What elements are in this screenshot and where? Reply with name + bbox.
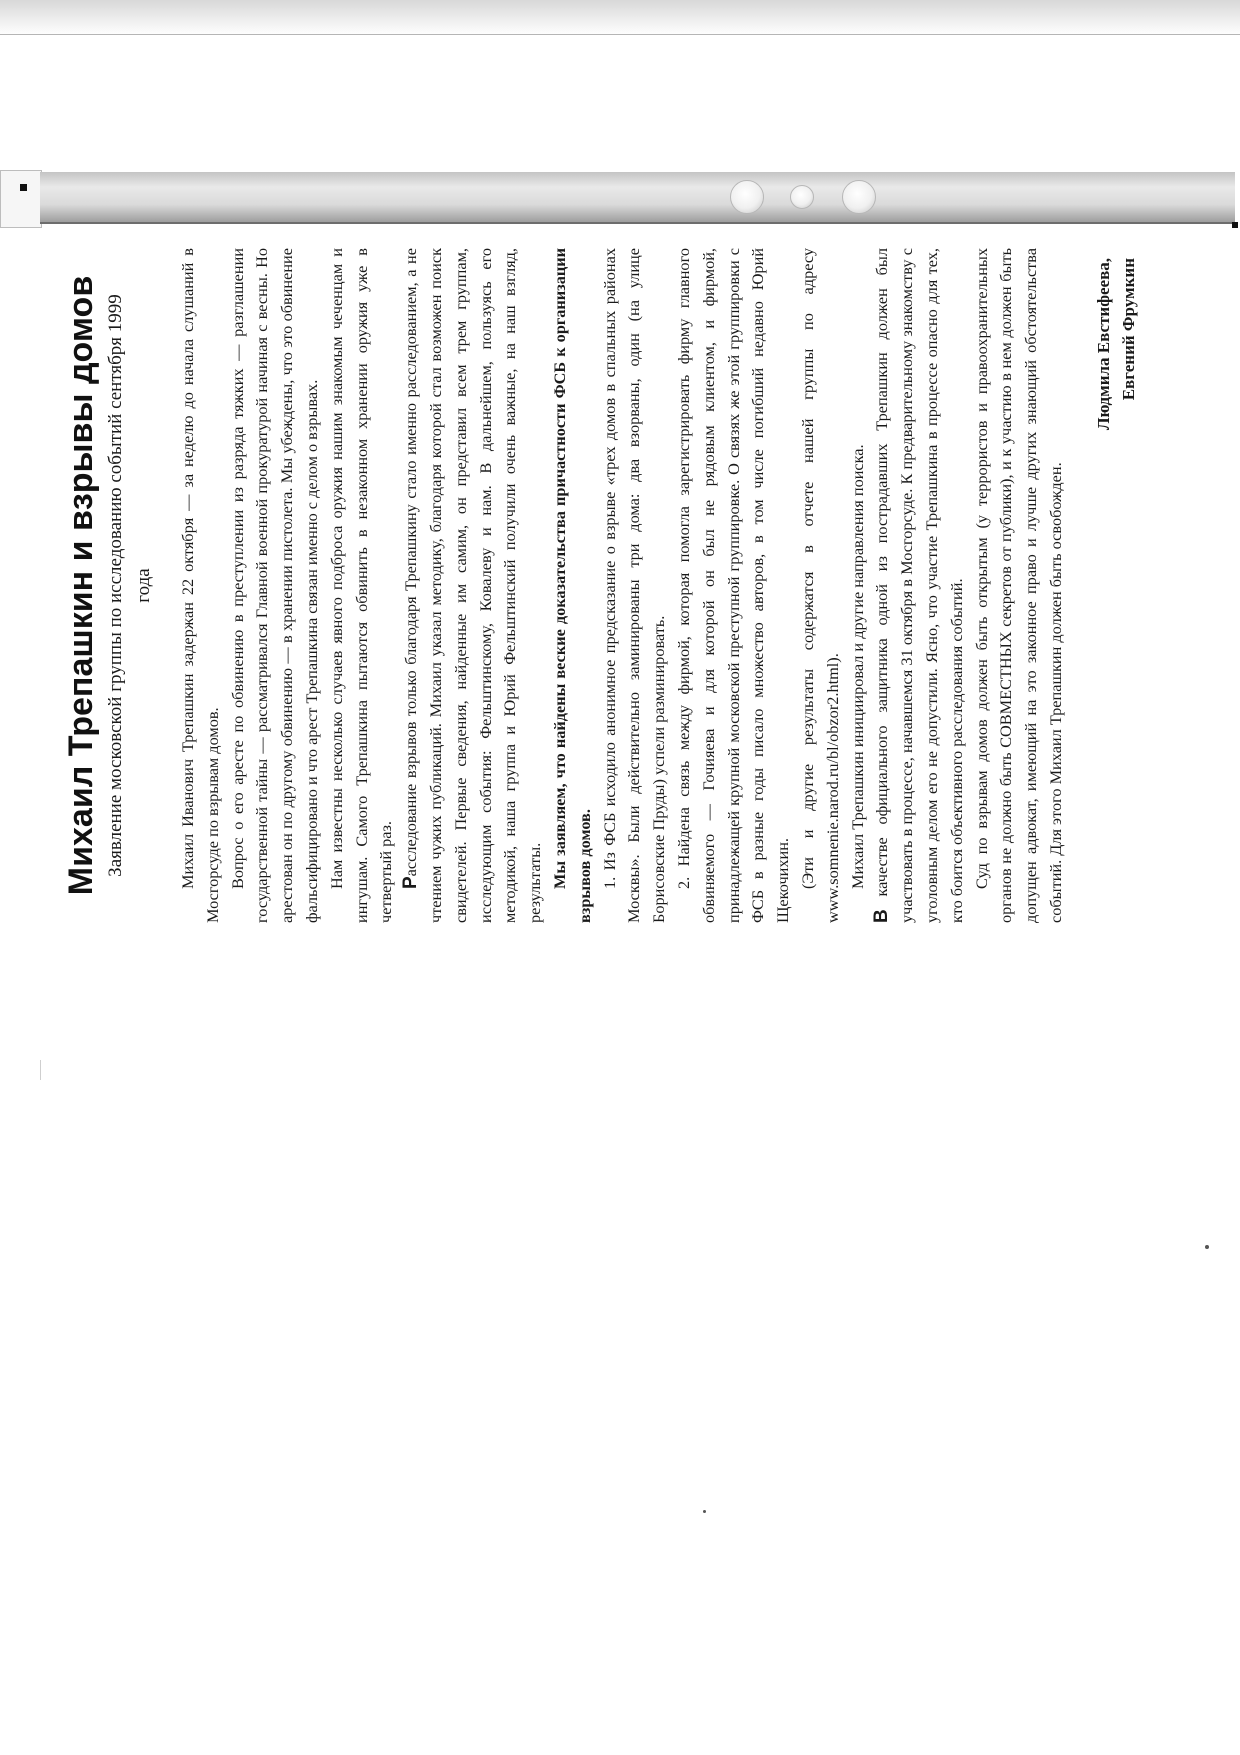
signature-line-2: Евгений Фрумкин	[1118, 258, 1138, 401]
binder-strip	[40, 172, 1235, 224]
paragraph-evidence-1: 1. Из ФСБ исходило анонимное предсказание о взрыве «трех домов в спальных районах Москвы». Были действительно заминированы три дома: два взорваны, один (на улице Борисовские Пруды) успели разминировать.	[599, 248, 669, 923]
rotated-document	[48, 228, 1223, 1063]
signature-block	[1091, 248, 1141, 923]
scan-edge-mark	[1232, 222, 1238, 228]
punch-hole	[790, 185, 814, 209]
paragraph-statement: Мы заявляем, что найдены веские доказательства причастности ФСБ к организации взрывов домов.	[549, 248, 594, 923]
paragraph-investigation	[399, 248, 548, 923]
paragraph-report-link: (Эти и другие результаты содержатся в отчете нашей группы по адресу www.somnenie.narod.ru/bl/obzor2.html).	[797, 248, 842, 923]
paragraph-demand: Суд по взрывам домов должен быть открытым (у террористов и правоохранительных органов не должно быть СОВМЕСТНЫХ секретов от публики), и к участию в нем должен быть допущен адвокат, имеющий на это законное право и лучше других знающий обстоятельства событий. Для этого Михаил Трепашкин должен быть освобожден.	[971, 248, 1065, 923]
page-edge	[40, 1060, 41, 1080]
paragraph-evidence-2: 2. Найдена связь между фирмой, которая помогла зарегистрировать фирму главного обвиняемого — Гочияева и для которой он был не рядовым клиентом, и фирмой, принадлежащей крупной московской преступной группировке. О связях же этой группировки с ФСБ в разные годы писало множество авторов, в том числе погибший недавно Юрий Щекочихин.	[673, 248, 793, 923]
scan-marker	[20, 184, 27, 191]
paragraph-defender	[870, 248, 969, 923]
document-body	[48, 228, 1223, 1063]
scan-speck	[1205, 1245, 1209, 1249]
document-subtitle: Заявление московской группы по исследованию событий сентября 1999 года	[105, 294, 154, 877]
drop-cap: Р	[400, 876, 422, 889]
punch-hole	[730, 180, 764, 214]
paragraph-planted-weapons: Нам известны несколько случаев явного подброса оружия нашим знакомым чеченцам и ингушам. Самого Трепашкина пытаются обвинить в незаконном хранении оружия уже в четвертый раз.	[326, 248, 396, 923]
paragraph-arrest: Михаил Иванович Трепашкин задержан 22 октября — за неделю до начала слушаний в Мосгорсуде по взрывам домов.	[178, 248, 222, 923]
paragraph-defender-text: качестве официального защитника одной из пострадавших Трепашкин должен был участвовать в процессе, начавшемся 31 октября в Мосгорсуде. К предварительному знакомству с уголовным делом его не допустили. Ясно, что участие Трепашкина в процессе опасно для тех, кто боится объективного расследования событий.	[872, 248, 966, 923]
paragraph-investigation-text: асследование взрывов только благодаря Трепашкину стало именно расследованием, а не чтением чужих публикаций. Михаил указал методику, благодаря которой стал возможен поиск свидетелей. Первые сведения, найденные им самим, он представил всем трем группам, исследующим события: Фельштинскому, Ковалеву и нам. В дальнейшем, пользуясь его методикой, наша группа и Юрий Фельштинский получили очень важные, на наш взгляд, результаты.	[401, 248, 545, 923]
scan-speck	[703, 1510, 706, 1513]
signature-line-1: Людмила Евстифеева,	[1093, 258, 1113, 431]
scan-left-tab	[0, 170, 42, 228]
drop-cap: В	[871, 909, 893, 923]
paragraph-accusation: Вопрос о его аресте по обвинению в преступлении из разряда тяжких — разглашении государственной тайны — рассматривался Главной военной прокуратурой начиная с весны. Но арестован он по другому обвинению — в хранении пистолета. Мы убеждены, что это обвинение фальсифицировано и что арест Трепашкина связан именно с делом о взрывах.	[227, 248, 321, 923]
scan-top-shadow	[0, 0, 1240, 36]
scan-top-edge	[0, 34, 1240, 35]
punch-hole	[842, 180, 876, 214]
paragraph-other-directions: Михаил Трепашкин инициировал и другие направления поиска.	[847, 444, 867, 889]
document-title: Михаил Трепашкин и взрывы домов	[62, 275, 100, 896]
